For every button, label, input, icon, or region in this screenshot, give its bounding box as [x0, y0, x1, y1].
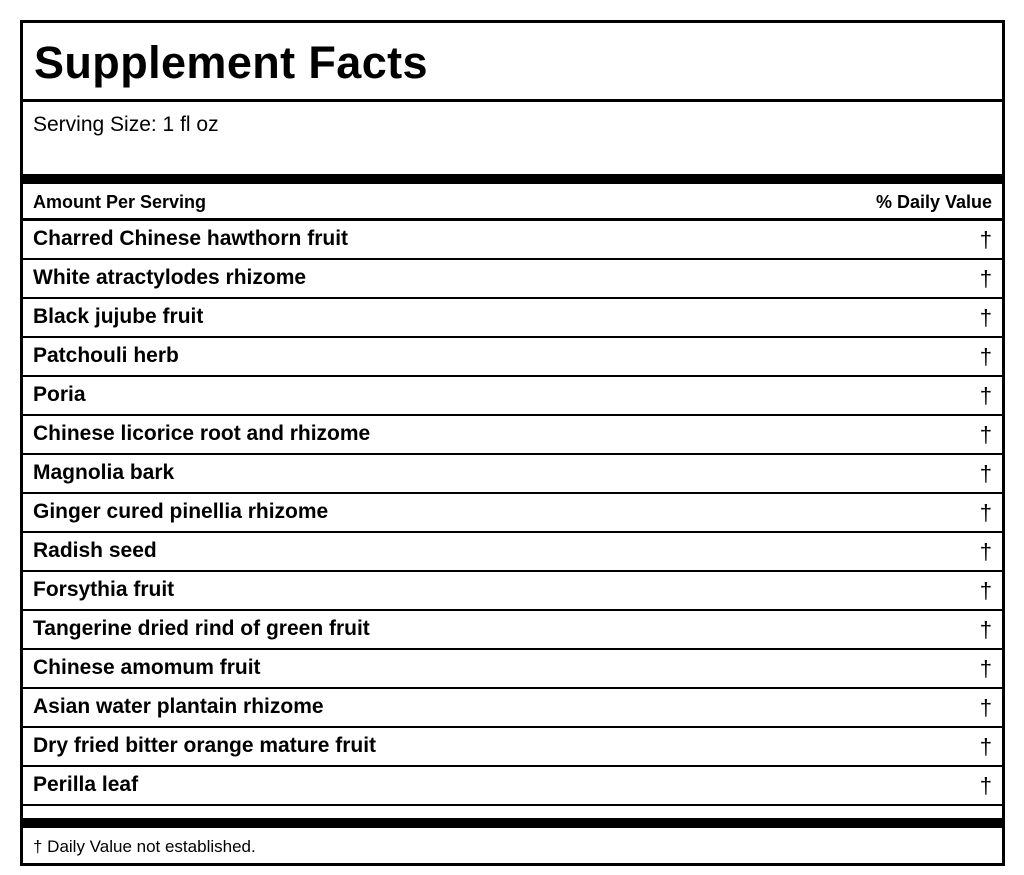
daily-value-dagger: †: [979, 383, 992, 408]
daily-value-header-label: % Daily Value: [875, 192, 992, 212]
amount-header-row: [23, 184, 1002, 221]
ingredient-row: [23, 416, 1002, 455]
daily-value-dagger: †: [979, 344, 992, 369]
daily-value-dagger: †: [979, 227, 992, 252]
ingredient-name: Dry fried bitter orange mature fruit: [33, 734, 377, 757]
ingredient-row: [23, 728, 1002, 767]
ingredient-name: Magnolia bark: [33, 461, 175, 484]
ingredient-row: [23, 338, 1002, 377]
daily-value-dagger: †: [979, 461, 992, 486]
ingredient-row: [23, 572, 1002, 611]
daily-value-dagger: †: [979, 266, 992, 291]
ingredient-list: [23, 221, 1002, 806]
daily-value-dagger: †: [979, 500, 992, 525]
daily-value-dagger: †: [979, 734, 992, 759]
ingredient-row: [23, 221, 1002, 260]
ingredient-name: Chinese amomum fruit: [33, 656, 261, 679]
ingredient-name: Perilla leaf: [33, 773, 139, 796]
ingredient-name: Chinese licorice root and rhizome: [33, 422, 371, 445]
daily-value-dagger: †: [979, 305, 992, 330]
ingredient-row: [23, 650, 1002, 689]
label-title-section: [23, 23, 1002, 102]
ingredient-row: [23, 533, 1002, 572]
ingredient-name: Poria: [33, 383, 86, 406]
label-title: Supplement Facts: [34, 37, 428, 88]
ingredient-name: Charred Chinese hawthorn fruit: [33, 227, 349, 250]
ingredient-name: Forsythia fruit: [33, 578, 175, 601]
supplement-facts-label: [20, 20, 1005, 866]
ingredient-row: [23, 455, 1002, 494]
daily-value-dagger: †: [979, 578, 992, 603]
thick-divider-bottom: [23, 818, 1002, 828]
ingredient-name: Patchouli herb: [33, 344, 179, 367]
ingredient-row: [23, 260, 1002, 299]
daily-value-dagger: †: [979, 773, 992, 798]
ingredient-name: Black jujube fruit: [33, 305, 204, 328]
footnote-text: † Daily Value not established.: [33, 837, 256, 856]
footnote-section: [23, 828, 1002, 863]
ingredient-row: [23, 767, 1002, 806]
ingredient-row: [23, 377, 1002, 416]
daily-value-dagger: †: [979, 539, 992, 564]
serving-size-text: Serving Size: 1 fl oz: [33, 113, 219, 136]
ingredient-name: White atractylodes rhizome: [33, 266, 307, 289]
ingredient-name: Radish seed: [33, 539, 157, 562]
ingredient-row: [23, 611, 1002, 650]
thick-divider-top: [23, 174, 1002, 184]
ingredient-row: [23, 494, 1002, 533]
daily-value-dagger: †: [979, 617, 992, 642]
ingredient-row: [23, 689, 1002, 728]
serving-size-section: [23, 102, 1002, 174]
ingredient-name: Asian water plantain rhizome: [33, 695, 324, 718]
daily-value-dagger: †: [979, 695, 992, 720]
ingredient-name: Tangerine dried rind of green fruit: [33, 617, 370, 640]
ingredient-name: Ginger cured pinellia rhizome: [33, 500, 329, 523]
amount-per-serving-label: Amount Per Serving: [33, 192, 207, 212]
ingredient-row: [23, 299, 1002, 338]
daily-value-dagger: †: [979, 422, 992, 447]
daily-value-dagger: †: [979, 656, 992, 681]
